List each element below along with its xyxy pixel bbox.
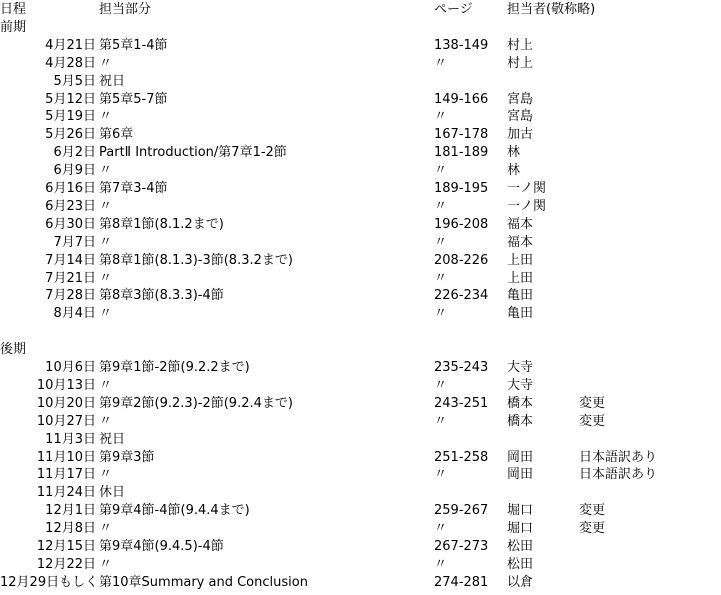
row-part: 第5章5-7節: [99, 91, 168, 107]
row-page: 196-208: [434, 216, 489, 232]
row-person: 村上: [507, 55, 534, 71]
row-date: 12月22日: [36, 556, 96, 572]
row-part: 〃: [99, 521, 113, 537]
row-date: 11月24日: [36, 485, 96, 501]
row-page: 167-178: [434, 127, 489, 143]
row-person: 大寺: [507, 360, 534, 375]
row-person: 林: [507, 163, 521, 179]
row-page: 149-166: [434, 91, 489, 107]
schedule-row: [0, 520, 721, 538]
section-label: 後期: [0, 342, 27, 358]
row-page: 〃: [434, 163, 448, 179]
row-page: 〃: [434, 413, 448, 429]
row-person: 宮島: [507, 109, 534, 125]
schedule-row: [0, 305, 721, 323]
row-person: 林: [507, 145, 521, 161]
row-person: 亀田: [507, 288, 534, 304]
header-page: ページ: [434, 2, 473, 17]
section-label-row: [0, 341, 721, 359]
row-note: 変更: [579, 503, 606, 519]
schedule-row: [0, 431, 721, 449]
schedule-row: [0, 216, 721, 234]
row-part: 第9章4節-4節(9.4.4まで): [99, 503, 250, 519]
row-date: 12月29日もしく: [0, 574, 99, 590]
schedule-row: [0, 538, 721, 556]
row-part: 〃: [99, 109, 113, 125]
header-row: [0, 1, 721, 19]
schedule-row: [0, 484, 721, 502]
header-date: 日程: [0, 2, 27, 17]
row-date: 12月15日: [36, 539, 96, 554]
row-page: 〃: [434, 198, 448, 214]
row-person: 松田: [507, 539, 534, 554]
row-part: 第9章4節(9.4.5)-4節: [99, 539, 224, 554]
row-note: 変更: [579, 521, 606, 537]
row-part: 〃: [99, 467, 113, 483]
schedule-row: [0, 270, 721, 288]
row-person: 宮島: [507, 91, 534, 107]
row-page: 251-258: [434, 449, 489, 465]
row-page: 138-149: [434, 37, 489, 53]
section-label-row: [0, 19, 721, 37]
schedule-row: [0, 180, 721, 198]
schedule-row: [0, 73, 721, 91]
row-note: 日本語訳あり: [579, 467, 658, 483]
row-part: PartⅡ Introduction/第7章1-2節: [99, 145, 287, 161]
header-part: 担当部分: [99, 2, 152, 17]
row-page: 235-243: [434, 360, 489, 375]
row-page: 181-189: [434, 145, 489, 161]
row-part: 第5章1-4節: [99, 37, 168, 53]
row-person: 上田: [507, 270, 534, 286]
row-person: 一ノ関: [507, 198, 547, 214]
schedule-row: [0, 37, 721, 55]
row-date: 6月23日: [45, 198, 96, 214]
row-part: 第9章1節-2節(9.2.2まで): [99, 360, 250, 375]
row-page: 274-281: [434, 574, 489, 590]
row-page: 〃: [434, 55, 448, 71]
row-person: 上田: [507, 252, 534, 268]
row-date: 11月10日: [36, 449, 96, 465]
row-page: 〃: [434, 270, 448, 286]
row-page: 〃: [434, 306, 448, 322]
row-person: 橋本: [507, 413, 534, 429]
row-page: 189-195: [434, 181, 489, 196]
row-date: 7月14日: [45, 252, 96, 268]
row-page: 〃: [434, 109, 448, 125]
row-part: 第8章1節(8.1.2まで): [99, 216, 224, 232]
row-date: 6月16日: [45, 181, 96, 196]
row-date: 4月21日: [45, 37, 96, 53]
schedule-row: [0, 55, 721, 73]
row-date: 6月9日: [53, 163, 96, 179]
row-date: 7月21日: [45, 270, 96, 286]
row-part: 休日: [99, 485, 126, 501]
row-page: 〃: [434, 556, 448, 572]
schedule-row: [0, 91, 721, 109]
row-person: 亀田: [507, 306, 534, 322]
row-part: 〃: [99, 234, 113, 250]
row-person: 加古: [507, 127, 534, 143]
row-part: 第9章3節: [99, 449, 155, 465]
schedule-row: [0, 144, 721, 162]
row-part: 祝日: [99, 431, 126, 447]
row-person: 堀口: [507, 503, 534, 519]
row-page: 〃: [434, 377, 448, 393]
row-date: 11月3日: [45, 431, 96, 447]
schedule-row: [0, 413, 721, 431]
row-date: 5月12日: [45, 91, 96, 107]
row-page: 267-273: [434, 539, 489, 554]
schedule-row: [0, 198, 721, 216]
row-person: 岡田: [507, 467, 534, 483]
row-date: 4月28日: [45, 55, 96, 71]
row-date: 10月27日: [36, 413, 96, 429]
row-page: 243-251: [434, 395, 489, 411]
row-part: 〃: [99, 377, 113, 393]
row-date: 12月1日: [45, 503, 96, 519]
row-part: 第7章3-4節: [99, 181, 168, 196]
schedule-row: [0, 359, 721, 377]
row-part: 〃: [99, 413, 113, 429]
schedule-row: [0, 556, 721, 574]
row-date: 6月2日: [53, 145, 96, 161]
row-person: 一ノ関: [507, 181, 547, 196]
row-part: 〃: [99, 55, 113, 71]
schedule-row: [0, 234, 721, 252]
row-part: 〃: [99, 270, 113, 286]
schedule-row: [0, 502, 721, 520]
row-note: 変更: [579, 395, 606, 411]
row-part: 第8章3節(8.3.3)-4節: [99, 288, 224, 304]
row-part: 第8章1節(8.1.3)-3節(8.3.2まで): [99, 252, 293, 268]
row-date: 12月8日: [45, 521, 96, 537]
row-person: 福本: [507, 234, 534, 250]
row-page: 〃: [434, 234, 448, 250]
schedule-row: [0, 108, 721, 126]
schedule-row: [0, 574, 721, 592]
section-label: 前期: [0, 19, 27, 35]
row-part: 〃: [99, 198, 113, 214]
row-part: 〃: [99, 163, 113, 179]
schedule-row: [0, 287, 721, 305]
row-part: 第10章Summary and Conclusion: [99, 574, 308, 590]
row-page: 〃: [434, 521, 448, 537]
row-date: 6月30日: [45, 216, 96, 232]
row-date: 8月4日: [53, 306, 96, 322]
row-part: 祝日: [99, 73, 126, 89]
schedule-row: [0, 162, 721, 180]
schedule-row: [0, 449, 721, 467]
schedule-row: [0, 252, 721, 270]
row-date: 11月17日: [36, 467, 96, 483]
row-date: 5月19日: [45, 109, 96, 125]
header-person: 担当者(敬称略): [507, 2, 596, 17]
row-date: 10月20日: [36, 395, 96, 411]
row-date: 5月5日: [53, 73, 96, 89]
row-date: 7月7日: [53, 234, 96, 250]
row-note: 日本語訳あり: [579, 449, 658, 465]
schedule-row: [0, 377, 721, 395]
row-part: 第6章: [99, 127, 134, 143]
row-person: 福本: [507, 216, 534, 232]
row-person: 松田: [507, 556, 534, 572]
row-page: 208-226: [434, 252, 489, 268]
row-person: 岡田: [507, 449, 534, 465]
row-page: 259-267: [434, 503, 489, 519]
row-page: 226-234: [434, 288, 489, 304]
row-page: 〃: [434, 467, 448, 483]
row-part: 〃: [99, 556, 113, 572]
row-part: 第9章2節(9.2.3)-2節(9.2.4まで): [99, 395, 293, 411]
row-date: 10月13日: [36, 377, 96, 393]
row-date: 7月28日: [45, 288, 96, 304]
row-person: 以倉: [507, 574, 534, 590]
row-note: 変更: [579, 413, 606, 429]
row-person: 堀口: [507, 521, 534, 537]
row-part: 〃: [99, 306, 113, 322]
row-date: 5月26日: [45, 127, 96, 143]
schedule-row: [0, 466, 721, 484]
row-date: 10月6日: [45, 360, 96, 375]
schedule-row: [0, 395, 721, 413]
schedule-row: [0, 126, 721, 144]
row-person: 村上: [507, 37, 534, 53]
row-person: 大寺: [507, 377, 534, 393]
row-person: 橋本: [507, 395, 534, 411]
